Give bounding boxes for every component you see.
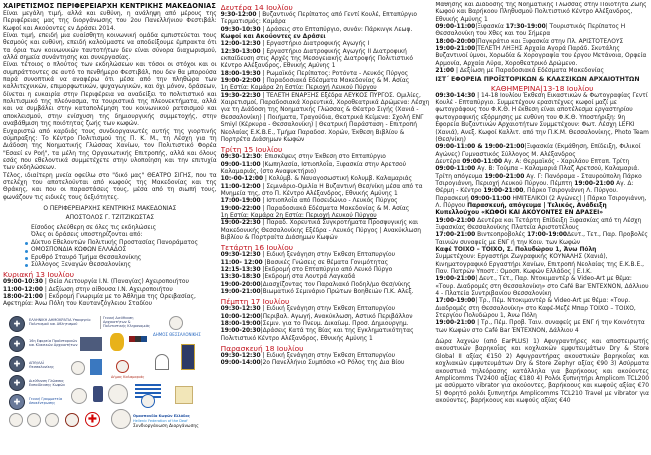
event-item [221, 49, 432, 71]
event-item [435, 93, 649, 144]
logo-city-text: ΔΗΜΟΣ ΘΕΣΣΑΛΟΝΙΚΗΣ [153, 331, 201, 337]
event-item [435, 39, 649, 46]
event-text: Βιντεοπροβολές [475, 232, 528, 239]
event-text: | Τρ., Πέμ. Ντοκιμαντέρ & Video-Art με θέμα: «Τουρ. Διαδρομές στη Θεσσαλονίκη» στο Καφέ-Μεζέ Μπαρ ΤΟΙΧΟ – ΤΟΙΧΟ, Στεργίου Πολυδώρου 1, Άνω Πόλη [435, 298, 636, 320]
supporter-item: Σύλλογος Ξεναγών Θεσσαλονίκης [25, 262, 217, 269]
event-text: |Εκδρομή στα Λουτρά Λαγκαδά [260, 274, 356, 281]
free-entry-note: Είσοδος ελεύθερη σε όλες τις εκδηλώσεις [31, 225, 157, 232]
event-text: | Εργαστήριο Διατροφικής Αγωγής Ι [260, 41, 370, 48]
event-text: | Δευτ., Τετ., Παρ. Ντοκιμαντέρ & Video-Art με θέμα: «Τουρ. Διαδρομές στη Θεσσαλονίκη» στο Café Bar ΈΝΤΕΧΝΟΝ, Δάλλιου 4 - Πλατεία Συντριβανίου Θεσσαλονίκη [435, 276, 649, 298]
event-item [221, 306, 432, 313]
event-text: ΗΜΙΤΕΛΙΚΟΙ (2 Αγώνες) | Πάρκο Τσιρογιάννη, Λ. Πύργου [435, 195, 647, 209]
event-time: 9:30-12:00 [220, 12, 257, 18]
event-text: |ΤΕΛΕΤΗ ΛΗΞΗΣ Αρχαία Αγορά Παράδ. Σκυτάλης Βυζαντινοί ύμνοι, Χορωδία & Χορογραφία του έργου Μετάνοια, Ορφεία Αρμονία, Αρχαία Λύρα, Χοροθεατρικό Δρώμενο. [435, 46, 647, 67]
event-text: , Πάρκο Τσιρογιάννη Λ. Πύργου. Παρασκευή [435, 188, 618, 202]
event-time: 19:00-21:00 [435, 320, 476, 327]
event-text: Δευτέρα και Τετάρτη Επίδειξη Ξιφασκίας από τη Λέσχη Ξιφασκίας Θεσσαλονίκης Πλατεία Αριστοτέλους [435, 217, 642, 231]
signature-name: ΑΠΟΣΤΟΛΟΣ Γ. ΤΖΙΤΖΙΚΩΣΤΑΣ [65, 214, 155, 221]
event-time: 09:30-12:30 [220, 154, 261, 161]
signature [3, 205, 217, 222]
day-heading-friday: Παρασκευή 18 Ιουλίου [220, 344, 304, 354]
event-item [3, 287, 217, 294]
logo-ephorate-text: 16η Εφορεία Προϊστορικών και Κλασικών Αρχαιοτήτων [29, 338, 78, 347]
cafe-venue: Καφέ ΤΟΙΧΟ – ΤΟΙΧΟ, Σ. Πολυδώρου 1, Άνω Πόλη [435, 247, 597, 253]
event-text: | Εκδρομή Γνωριμία με το Άθλημα της Ορειβασίας, Αφετηρία: Άνω Πόλη του Καυτανζόγλειου Σταδίου [3, 293, 196, 308]
greek-emblem-icon [9, 394, 25, 410]
event-hearth-locations: 1η Εστία: Καμάρα 2η Εστία: Περιοχή Λευκού Πύργου [220, 212, 377, 219]
federation-seal-icon [111, 409, 131, 429]
event-text: |Διασχίζοντας τον Παραλιακό Ποδηλ/μο Θεσ/νίκης [260, 281, 411, 288]
event-text: Αγ. Α: Θερμαϊκός - Χαριλάου Επταπ. Τρίτη [502, 158, 630, 165]
event-item [435, 232, 649, 247]
event-text: Δευτέρα [435, 158, 463, 165]
event-time: 09:00-11:00 & 19:00-21:00 [435, 144, 525, 151]
event-time: 19:00-20:00 [220, 281, 261, 288]
event-time: 09:00-11:00 [435, 166, 476, 173]
event-text: |Σεμιν. για το Πνευμ. Δικαίωμ. Προσ. Δημιουργημ. [260, 321, 409, 328]
event-text: | Δράσεις στο Επταπύργιο, συνάν: Πάρκινγκ Λεωφ. [260, 26, 413, 33]
supporter-item: ΟΜΟΣΠΟΝΔΙΑ ΚΩΦΩΝ ΕΛΛΑΔΟΣ [25, 247, 217, 254]
final-announcement: Παρασκευή, απόγευμα | Τελικός, Ανάδειξη Κυπελλούχου «ΚΩΦΟΙ ΚΑΙ ΑΚΟΥΟΝΤΕΣ ΕΝ ΔΡΑΣΕΙ» [435, 202, 607, 217]
greeting-paragraph: Είναι μεγάλη τιμή, αλλά και ευθύνη, η ανάληψη από μέρους της Περιφέρειας μας της διοργάνωσης του 2ου Πανελλήνιου Φεστιβάλ: Κωφοί και Ακούοντες εν Δράσει 2014. [3, 11, 217, 32]
event-time: 21:00 [435, 68, 455, 75]
event-time: 09:00-11:00 [470, 195, 511, 202]
event-time: 10:-00-12:00 [220, 176, 264, 183]
event-time: 19:30-22:30 [220, 92, 261, 99]
event-item [221, 220, 432, 242]
signature-role: Ο ΠΕΡΙΦΕΡΕΙΑΡΧΗΣ ΚΕΝΤΡΙΚΗΣ ΜΑΚΕΔΟΝΙΑΣ [43, 205, 177, 212]
event-item [3, 294, 217, 309]
event-text: | Ειδική ξενάγηση στην Έκθεση Επταπυργίου [260, 353, 395, 360]
ephorate-title: ΙΣΤ΄ ΕΦΟΡΕΙΑ ΠΡΟΪΣΤΟΡΙΚΩΝ & ΚΛΑΣΣΙΚΩΝ ΑΡΧΑΙΟΤΗΤΩΝ [435, 76, 640, 84]
event-item [221, 260, 432, 267]
seal-logo-icon [71, 361, 85, 375]
day-heading-monday: Δευτέρα 14 Ιουλίου [220, 3, 293, 12]
event-text: | Ιστιοπλοΐα από Ποσειδώνιο - Λευκός Πύργος [260, 198, 398, 205]
event-item [221, 184, 432, 199]
crest-logo-icon [93, 386, 103, 402]
logo-municipality-text: ΑΠΘ/ΛΑΪ Θεσσαλονίκης [29, 360, 55, 369]
logo-directorate-text: Γενική Διεύθυνση Αρχαιοτήτων & Πολιτιστικής Κληρονομιάς [100, 316, 153, 329]
building-logo-icon [155, 354, 169, 370]
event-time: 18:00-19:30 [220, 70, 261, 77]
event-text: Αγ. Δ: Θέρμη - Κέντρο [435, 180, 634, 195]
event-time: 19:00-20:30 [220, 328, 261, 335]
event-time: 09:30-14:30 [435, 92, 476, 99]
event-item [435, 218, 649, 233]
lottery-gifts: Δώρα λαχνών (από EarPLUS) 1) Αφυγραντήρες και αποστειρωτής ακουστικών βαρηκοΐας και κοχλιακών εμφυτευμάτων Dry & Store Global II αξίας €150 2) Αφυγραντήρας ακουστικών βαρηκοΐας και κοχλιακών εμφυτευμάτων Dry & Store Zephyr αξίας €90 3) Ασύρματα ακουστικά τηλεόρασης κατάλληλα για βαρήκοους και ακούοντες Amplicomms TV2400 αξίας €180 4) Ρολόι ξυπνητήρι Amplicom TCL200 με ασύρματο vibrator για ακούοντες, βαρήκοους και κωφούς αξίας €70 5) Φορητό ρολόι ξυπνητήρι Amplicomms TCL210 Travel με vibrator για ακούοντες, βαρήκοους και κωφούς αξίας €40 [435, 339, 649, 404]
event-item [435, 46, 649, 68]
event-item [221, 27, 432, 34]
event-time: 17:00-19:00 [435, 298, 476, 305]
event-hearth-locations: 1η Εστία: Καμάρα 2η Εστία: Περιοχή Λευκού Πύργου [220, 85, 377, 92]
event-time: 09:00-14:00 [220, 360, 261, 367]
event-item [221, 314, 432, 321]
event-time: 19:00-21:00 [435, 46, 476, 53]
logo-coorganization-text: Συνδιοργάνωση Διοργάνωσης [133, 423, 199, 429]
event-item [221, 12, 432, 27]
event-text: |2ο Πανελλήνιο Συμπόσιο «Ο Ρόλος της Δια Βίου [260, 360, 405, 367]
event-text: |Δράσεις Κατά της Βίας και της Εγκληματικότητας Πολιτιστικό Κέντρο Αλέξανδρος, Εθνικής Αμύνης 1 [220, 328, 414, 342]
badges-logo-icon [129, 336, 147, 342]
logo-federation-en-text: Hellenic Federation of the Deaf [133, 418, 188, 423]
seal-logo-icon [108, 384, 128, 404]
event-text: | Δεξίωση στην αίθουσα Ι.Ν. Αχειροποιήτου [42, 286, 173, 293]
event-time: 19:00-21:00 [483, 188, 524, 195]
event-text: | Κολύμβ. & Ναυαγοσωστική Κολυμβ. Καλαμαριάς [263, 176, 412, 183]
event-time: 13:30-18:30 [220, 274, 261, 281]
event-time: 09:00-11:00 [435, 24, 476, 31]
event-time: 19:00-21:00 [484, 173, 525, 180]
event-time: 19:00-21:00 [435, 217, 476, 224]
seal-logo-icon [27, 413, 41, 427]
event-time: 09:30-12:30 [220, 252, 261, 259]
event-item [3, 279, 217, 286]
seal-logo-icon [71, 388, 87, 404]
event-text: | Εργαστήριο Διατροφικής Αγωγής ΙΙ Διατροφική εκπαίδευση στις Αρχές της Μεσογειακής Διατροφής Πολιτιστικό Κέντρο Αλέξανδρος, Εθνικής Αμύνης 1 [220, 48, 413, 70]
event-time: 12:30-13:00 [220, 48, 261, 55]
day-heading-thursday: Πέμπτη 17 Ιουλίου [220, 297, 290, 307]
event-text: |Ξιφασκία [475, 24, 506, 31]
event-text: | 14-18 Ιουλίου Έκθεση Εικαστικών & Φωτογραφίας Γεντί Κουλέ - Επταπύργιο. Συμμετέχουν ερασιτέχνες κωφοί μαζί με φωτογράφους του Φ.Κ.Θ. Η έκθεση είναι αποτέλεσμα εργαστηρίου φωτογραφικής εξόρμησης με ευθύνη του Φ.Κ.Θ. Υποστήριξη: 9η Εφορεία Βυζαντινών Αρχαιοτήτων Συμμετέχουν: Φωτ. Λέσχη LEFKI (Χανιά), Ανεξ. Κωφοί Καλλιτ. από την Π.Κ.Μ. Θεσσαλονίκης, Photo Team (Θεσ/νίκη) [435, 92, 649, 143]
event-text: |Εκδρομή στο Επταπύργιο από Λευκό Πύργο [260, 267, 393, 273]
event-item [221, 328, 432, 343]
daily-heading: ΚΑΘΗΜΕΡΙΝΑ|13-18 Ιουλίου [490, 83, 594, 93]
event-item [221, 282, 432, 289]
event-time: 17:00-19:00 [527, 232, 568, 239]
event-time: 18:00-20:00 [435, 38, 476, 45]
greeting-title: ΧΑΙΡΕΤΙΣΜΟΣ ΠΕΡΙΦΕΡΕΙΑΡΧΗ ΚΕΝΤΡΙΚΗΣ ΜΑΚΕΔΟΝΙΑΣ [3, 2, 216, 10]
event-time: 17:00-19:00 [220, 198, 261, 205]
event-text: |Κωπηλασία, Ιστιοπλοΐα, Ξιφασκία στην Αρετσού Καλαμαριάς, (στο Αναψυκτήριο) [220, 161, 406, 175]
logo-ministry-text: ΕΛΛΗΝΙΚΗ ΔΗΜΟΚΡΑΤΙΑ Υπουργείο Πολιτισμού και Αθλητισμού [29, 317, 91, 326]
event-time: 18:00-21:00 [3, 293, 43, 300]
event-time: 10:00-12:00 [220, 313, 261, 320]
event-time: 19:00-21:00 [220, 289, 261, 296]
greeting-paragraph: Ευχαριστώ από καρδιάς τους συνδιοργανωτές αυτής της γιορτινής σύμπραξης: Το Κέντρο Πολιτισμού της Π. Κ. Μ., τη Λέσχη για τη Διάδοση της Νοηματικής Γλώσσας Χανίων, τον Πολιτιστικό Φορέα "Εσαεί εν Ροή", τα μέλη της Οργανωτικής Επιτροπής, αλλά και όλους εσάς που εθελοντικά συμμετέχετε στην υλοποίηση και την επιτυχία των εκδηλώσεων. [3, 128, 217, 172]
event-time: 09:00-10:30 [3, 279, 43, 286]
poster-logo-icon [175, 386, 193, 404]
event-item [221, 252, 432, 259]
event-time: 09:30-12:30 [220, 353, 261, 360]
event-text: | Ειδική ξενάγηση στην Έκθεση Επταπυργίου [260, 252, 395, 259]
supporter-item: Ερυθρό Σταυρό Τμήμα Θεσσαλονίκης [25, 255, 217, 262]
event-item [221, 206, 432, 213]
event-text: |Ξιφασκία (Εκμάθηση, Επίδειξη, Φιλικοί Αγώνες) Γυμναστικός Σύλλογος Μ. Αλέξανδρος [435, 144, 641, 158]
event-text: |Παγκράτιο και Ξιφασκία στην Πλ. ΑΡΙΣΤΟΤΕΛΟΥΣ [475, 38, 624, 45]
supported-by-label: Όλες οι δράσεις υποστηρίζονται από: [31, 232, 143, 239]
day-heading-sunday: Κυριακή 13 Ιουλίου [3, 270, 74, 280]
event-text: | Ειδική ξενάγηση στην Έκθεση Επταπυργίου [260, 306, 395, 313]
event-text: | Τουριστικός Περίπατος Η Θεσσαλονίκη του Χθες και του Σήμερα [435, 24, 626, 38]
greek-emblem-icon [9, 336, 25, 352]
event-text: | Παραδ. Χορευτικά Συγκροτήματα Προσφυγικής και Μακεδονικής Θεσσαλονίκης Εξέδρα - Λευκός Πύργος | Ανακύκλωση Βιβλίου & Πορτραίτα Διάσημων Κωφών [220, 220, 421, 241]
day-heading-wednesday: Τετάρτη 16 Ιουλίου [220, 243, 294, 253]
fencing-schedule [435, 159, 649, 218]
cafe-participants: Συμμετέχουν: Εργαστήρι Ζωγραφικής ΚΟΥΝΑΛΗΣ (Χανιά), Κινηματογραφικό Εργαστήρι Χανίων, Επιτροπή Νεολαίας της Ε.Κ.Β.Ε., Παν. Πατρών Υποστ.: Ομοσπ. Κωφών Ελλάδος | Ε.Ι.Κ. [435, 254, 644, 276]
event-text: | Παραδοσιακά Εδέσματα Μακεδονίας & Μ. Ασίας [260, 78, 410, 85]
event-text: Αγ. Β: Τούμπα – Καλαμαριά Πλαζ Αρετσού, Καλαμαριά. Τρίτη απόγευμα [435, 166, 640, 180]
event-item [221, 162, 432, 177]
greeting-paragraph: Είναι τέτοιος ο πλούτος των εκδηλώσεων και τόσοι οι στόχοι και οι συμπράττοντες σε αυτό το πενθήμερο Φεστιβάλ, που δεν θα μπορούσα παρά συνοπτικά να αναφέρω ότι μέσα από την πληθώρα των καλλιτεχνικών, επιμορφωτικών, ψυχαγωγικών, και όχι μόνον, δράσεων, δίνεται η ευκαιρία στην Περιφέρεια να αναδείξει το πολιτιστικό και πολιτισμικό της πλεόνασμα, τα τουριστικά της πλεονεκτήματα, αλλά και να συμβάλει στην καταπολέμηση του κοινωνικού ρατσισμού και αποκλεισμού, στην ενίσχυση της δημιουργικής συμμετοχής, στην αναβάθμιση της ποιότητας ζωής των κωφών. [3, 62, 217, 128]
column-schedule-continued [435, 2, 649, 455]
event-text: Αγ. Γ: Πανόραμα - Σταυρούπολη Πάρκο Τσιρογιάννη, Περιοχή Λευκού Πύργου. Πέμπτη [435, 173, 642, 187]
event-item [435, 144, 649, 159]
event-item [221, 154, 432, 161]
event-text: Δευτ., Τετ., Παρ. Προβολές Ταινιών συναφείς με ΕΝΓ ή την Κοιν. των Κωφών [435, 232, 648, 246]
event-item [435, 24, 649, 39]
event-text: : Επισκέψεις στην Έκθεση στο Επταπύργιο [260, 154, 386, 161]
shield-logo-icon [90, 359, 102, 375]
event-text: | Δεξίωση με Παραδοσιακά Εδέσματα Μακεδονίας [454, 68, 604, 75]
event-time: 11:00-12:00 [220, 183, 261, 190]
mask-logo-icon [110, 333, 124, 351]
event-time: 19:00-22:00 [220, 205, 261, 212]
logo-library-text: Διεύθυνση Γλώσσας Εκπαίδευσης Κωφών [29, 378, 65, 387]
event-text: | Βυζαντινός Περίπατος από Γεντί Κουλέ, Επταπύργιο Τερματισμός: Καμάρα [220, 12, 417, 26]
event-text: | Θεία Λειτουργία Ι.Ν. (Παναγίας) Αχειροποιήτου [42, 279, 189, 286]
event-item [221, 93, 432, 144]
seal-logo-icon [9, 413, 23, 427]
event-time: 11:00- 12:00 [220, 259, 263, 266]
event-item [435, 276, 649, 298]
event-time: 19:00-21:00 [435, 276, 476, 283]
greeting-paragraph: Είναι τιμή, επειδή μια ευαίσθητη κοινωνική ομάδα εμπιστεύεται τους θεσμούς και ευθύνη, επειδή καλούμαστε να αποδείξουμε έμπρακτα ότι τα όρια των κοινωνικών ταυτοτήτων δεν είναι σύνορα διαχωρισμού, αλλά σημεία συνάντησης και συνεργασίας. [3, 33, 217, 62]
column-greeting [3, 2, 217, 455]
event-time: 09:00-11:00 [462, 158, 503, 165]
supporter-item: Δίκτυο Εθελοντών Πολιτικής Προστασίας Πανοράματος [25, 240, 217, 247]
event-item [435, 68, 649, 75]
event-time: 19:00-21:00 [574, 180, 615, 187]
friday-continued-text: Μάθησης και Διάδοσης της Νοηματικής Γλώσσας στην Ποιότητα Ζωής Κωφού και Βαρήκοου Πληθυσμού Πολιτιστικό Κέντρο Αλέξανδρος, Εθνικής Αμύνης 1 [435, 2, 647, 23]
banner-logo-icon [181, 344, 195, 370]
column-schedule [221, 2, 432, 455]
event-item [221, 198, 432, 205]
event-item [221, 71, 432, 78]
greek-emblem-icon [9, 375, 25, 391]
event-text: | Τρ., Πέμ. Προβ. Ταιν. συναφείς με ΕΝΓ ή την Κοινότητα των Κωφών στο Café Bar ΈΝΤΕΧΝΟΝ, Δάλλιου 4 [435, 320, 645, 334]
event-item [221, 360, 432, 367]
event-time: 12:00-12:30 [220, 41, 261, 48]
seal-logo-icon [45, 413, 59, 427]
logo-secretariat-text: Γενική Γραμματεία Αποκέντρωσης [29, 396, 63, 405]
greek-emblem-icon [9, 356, 25, 372]
event-time: 09:00-11:00 [220, 161, 261, 168]
event-text: | Παραδοσιακά Εδέσματα Μακεδονίας & Μ. Ασίας [260, 205, 410, 212]
event-item [221, 274, 432, 281]
event-item [221, 289, 432, 296]
horse-logo-icon [65, 413, 79, 427]
logo-federation-text: Ομοσπονδία Κωφών Ελλάδος [133, 413, 190, 418]
red-cross-icon [85, 412, 100, 427]
event-time: 09:30-10:30 [220, 26, 261, 33]
event-text: |Βιωματικό Σεμινάριο Πρώτων Βοηθειών Π.Κ. Αλεξ. [260, 289, 414, 296]
event-time: 19:00-22:30 [220, 220, 261, 227]
city-emblem-icon [169, 316, 183, 330]
logo-kalamaria-text: Δήμος Καλαμαριάς [111, 374, 145, 379]
event-subtitle: Κωφοί και Ακούοντες εν Δράσει [220, 34, 326, 41]
sponsor-logos [3, 314, 217, 432]
association-logo-icon [141, 394, 155, 408]
event-item [221, 176, 432, 183]
greeting-paragraph: Τέλος, ιδιαίτερη μνεία οφείλω στο "δικό μας" ΘΕΑΤΡΟ ΣΙΓΗΣ, που τα στελέχη του αποτελούνται από κωφούς της Μακεδονίας και της Θράκης, και που οι παραστάσεις τους, μέσα από τη σιωπή τους, φωνάζουν τις ειδικές τους δεξιότητες. [3, 172, 217, 201]
greek-emblem-icon [9, 316, 25, 332]
museum-logo-icon [80, 337, 102, 351]
day-heading-tuesday: Τρίτη 15 Ιουλίου [220, 145, 283, 155]
supporters-list [3, 240, 217, 269]
event-time: 17:30-19:00 [505, 24, 546, 31]
event-text: | ΤΕΛΕΤΗ ΕΝΑΡΞΗΣ Εξέδρα ΛΕΥΚΟΣ ΠΥΡΓΟΣ. Ομιλίες, Χαιρετισμοί, Παραδοσιακά Χορευτικά, Χοροθεατρικά Δρώμενα: Λέσχη για τη Διάδοση της Νοηματικής Γλώσσας & Θέατρο Σιγής (Χανιά - Θεσσαλονίκη) | Ποιήματα, Τραγούδια, Θεατρικά Κείμενα: Σχολή ΕΝΓ Smiyl (Κέρκυρα - Θεσσαλονίκη) | Θεατρική Παράσταση - Επιτροπή Νεολαίας Ε.Κ.Β.Ε., Τμήμα Παραδοσ. Χορών, Έκθεση Βιβλίου & Πορτρέτα Διάσημων Κωφών [220, 92, 430, 143]
event-text: | Ρωμαϊκός Περίπατος: Ροτόντα - Λευκός Πύργος [260, 70, 409, 77]
event-time: 12:15-13:30 [220, 267, 261, 273]
event-item [435, 298, 649, 320]
event-time: 19:00-22:00 [220, 78, 261, 85]
kalamaria-logo-icon [116, 360, 129, 373]
event-time: 11:00-12:00 [3, 286, 43, 293]
event-time: 09:30-12:30 [220, 306, 261, 313]
event-text: |Βασικές Γνώσεις σε θέματα Γονιμότητας [262, 259, 389, 266]
event-time: 17:00-21:00 [435, 232, 476, 239]
event-text: |Περιβαλ. Αγωγή, Ανακύκλωση, Αστικό Περιβάλλον [260, 313, 413, 320]
event-time: 18:00-19:00 [220, 321, 261, 328]
event-item [435, 320, 649, 335]
event-text: | Σεμινάριο-Ομιλία Η Βυζαντινή Θεσ/νίκη μέσα από τα Μνημεία της, στο Π. Κέντρο Αλέξανδρος, Εθνικής Αμύνης 1 [220, 183, 423, 197]
event-item [221, 41, 432, 48]
